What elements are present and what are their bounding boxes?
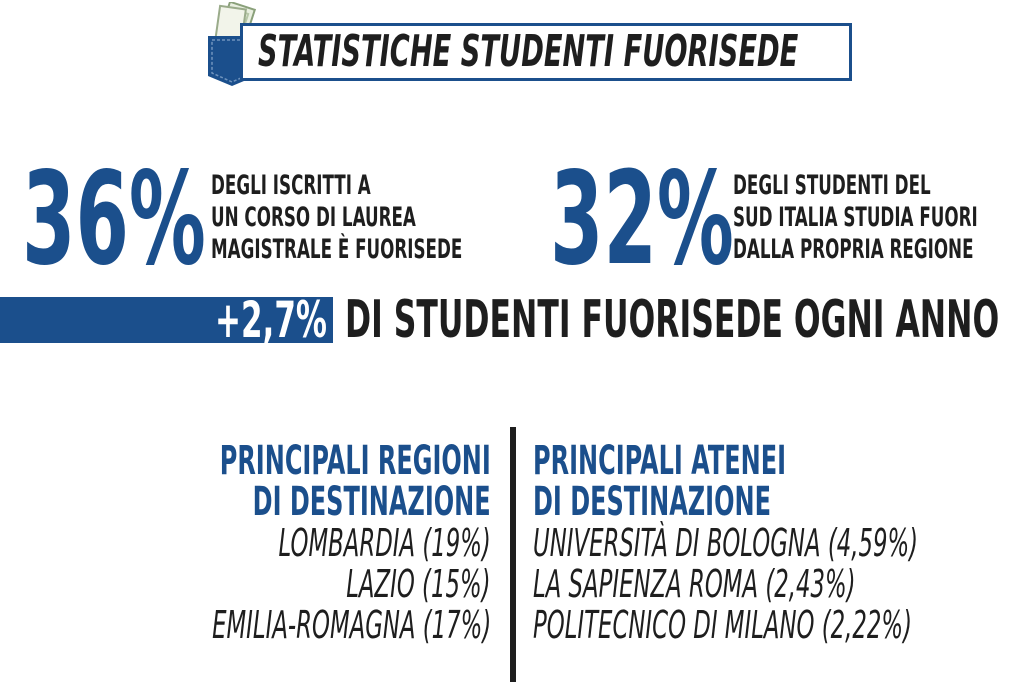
universities-title-line-2: DI DESTINAZIONE [533,479,771,525]
growth-text: DI STUDENTI FUORISEDE OGNI ANNO [345,290,1000,350]
university-item-1: UNIVERSITÀ DI BOLOGNA (4,59%) [533,521,919,565]
stat-2-line-2: SUD ITALIA STUDIA FUORI [733,202,978,233]
growth-percent: +2,7% [215,291,327,349]
stat-value-2: 32% [550,145,734,294]
stat-2-line-3: DALLA PROPRIA REGIONE [733,234,974,265]
stat-1-line-1: DEGLI ISCRITTI A [211,170,371,201]
university-item-2: LA SAPIENZA ROMA (2,43%) [533,562,856,606]
university-item-3: POLITECNICO DI MILANO (2,22%) [533,603,912,647]
page-title: STATISTICHE STUDENTI FUORISEDE [258,26,799,77]
column-divider [510,427,516,682]
regions-title-line-1: PRINCIPALI REGIONI [219,438,491,484]
regions-title-line-2: DI DESTINAZIONE [253,479,491,525]
region-item-3: EMILIA-ROMAGNA (17%) [211,603,491,647]
stat-2-line-1: DEGLI STUDENTI DEL [733,170,931,201]
stat-1-line-2: UN CORSO DI LAUREA [211,202,416,233]
region-item-2: LAZIO (15%) [346,562,491,606]
stat-1-line-3: MAGISTRALE È FUORISEDE [211,234,463,265]
universities-title-line-1: PRINCIPALI ATENEI [533,438,787,484]
stat-value-1: 36% [22,145,206,294]
region-item-1: LOMBARDIA (19%) [278,521,491,565]
